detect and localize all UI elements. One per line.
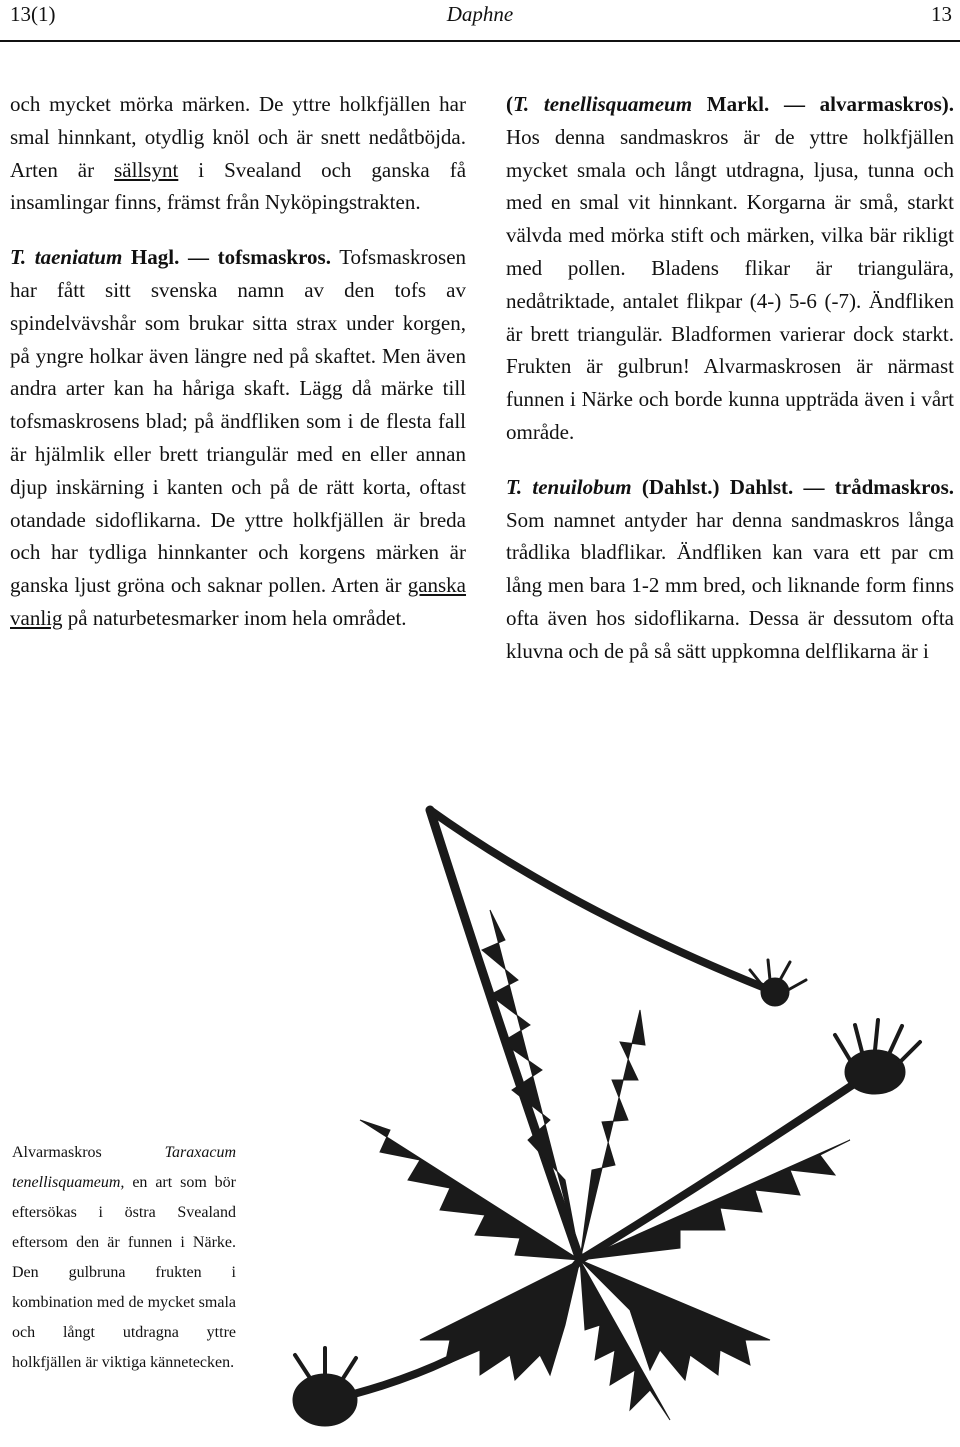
- journal-title: Daphne: [446, 2, 514, 26]
- em-dash: —: [783, 92, 805, 116]
- paragraph-text: Tofsmaskrosen har fått sitt svenska namn av den tofs av spindelvävshår som brukar sitta strax under korgen, på yngre holkar även längre ned på skaftet. Men även andra arter kan ha håriga skaft. Lägg då märke till tofsmaskrosens blad; på ändfliken som i de flesta fall är hjälmlik eller brett triangulär med en eller annan djup inskärning i kanten och på de rätt korta, oftast otandade sidoflikarna. De yttre holkfjällen är breda och har tydliga hinnkanter och korgens märken är ganska ljust gröna och saknar pollen. Arten är: [10, 245, 467, 598]
- issue-number: 13(1): [10, 2, 56, 26]
- em-dash: —: [803, 474, 825, 499]
- paragraph-text: Hos denna sandmaskros är de yttre holkfjällen mycket smala och långt utdragna, ljusa, tunna och med en smal vit hinnkant. Korgarna är små, starkt välvda med mörka stift och märken, vilka bär rikligt med pollen. Bladens flikar är triangulära, nedåtriktade, antalet flikpar (4-) 5-6 (-7). Ändfliken är brett triangulär. Bladformen varierar dock starkt. Frukten är gulbrun! Alvarmaskrosen är närmast funnen i Närke och borde kunna uppträda även i vårt område.: [506, 124, 954, 444]
- caption-text: en art som bör eftersökas i östra Svealand eftersom den är funnen i Närke. Den gulbruna frukten i kombination med de mycket smala och långt utdragna yttre holkfjällen är viktiga kännetecken.: [12, 1174, 236, 1371]
- species-author: Markl.: [706, 92, 770, 116]
- figure-caption: [12, 1138, 236, 1378]
- paragraph-text: och mycket mörka märken. De yttre holkfjällen har smal hinnkant, otydlig knöl och är snett nedåtböjda. Arten är: [10, 92, 466, 182]
- underlined-frequency: ganska vanlig: [10, 573, 467, 630]
- left-column: [10, 88, 466, 635]
- paragraph-text: på naturbetesmarker inom hela området.: [67, 605, 407, 630]
- paragraph-text: i Svealand och ganska få insamlingar finns, främst från Nyköpingstrakten.: [10, 157, 467, 215]
- paragraph-text: Som namnet antyder har denna sandmaskros långa trådlika bladflikar. Ändfliken kan vara ett par cm lång men bara 1-2 mm bred, och liknande form finns ofta även hos sidoflikarna. Dessa är dessutom ofta kluvna och de på så sätt uppkomna delflikarna är i: [506, 507, 954, 663]
- dandelion-plant-illustration: [250, 780, 960, 1442]
- species-author: (Dahlst.) Dahlst.: [641, 474, 794, 499]
- species-name: T. tenellisquameum: [513, 92, 693, 116]
- running-header: [0, 0, 960, 32]
- paren-open: (: [506, 92, 513, 116]
- species-entry-tenellisquameum: [506, 88, 954, 449]
- right-column: [506, 88, 954, 668]
- common-name: alvarmaskros).: [819, 92, 955, 116]
- species-name: T. taeniatum: [10, 245, 123, 270]
- common-name: trådmaskros.: [834, 474, 954, 499]
- caption-species: Taraxacum tenellisquameum,: [12, 1144, 236, 1191]
- page-number: 13: [931, 2, 952, 26]
- species-name: T. tenuilobum: [506, 474, 632, 499]
- paragraph-intro: [10, 88, 466, 219]
- header-rule: [0, 40, 960, 42]
- em-dash: —: [187, 245, 209, 270]
- species-entry-tenuilobum: [506, 471, 954, 668]
- common-name: tofsmaskros.: [217, 245, 331, 270]
- species-author: Hagl.: [130, 245, 180, 270]
- caption-lead: Alvarmaskros: [12, 1144, 102, 1161]
- underlined-rarity: sällsynt: [114, 157, 179, 182]
- species-entry-taeniatum: [10, 241, 466, 635]
- dandelion-plant-icon: [250, 780, 960, 1442]
